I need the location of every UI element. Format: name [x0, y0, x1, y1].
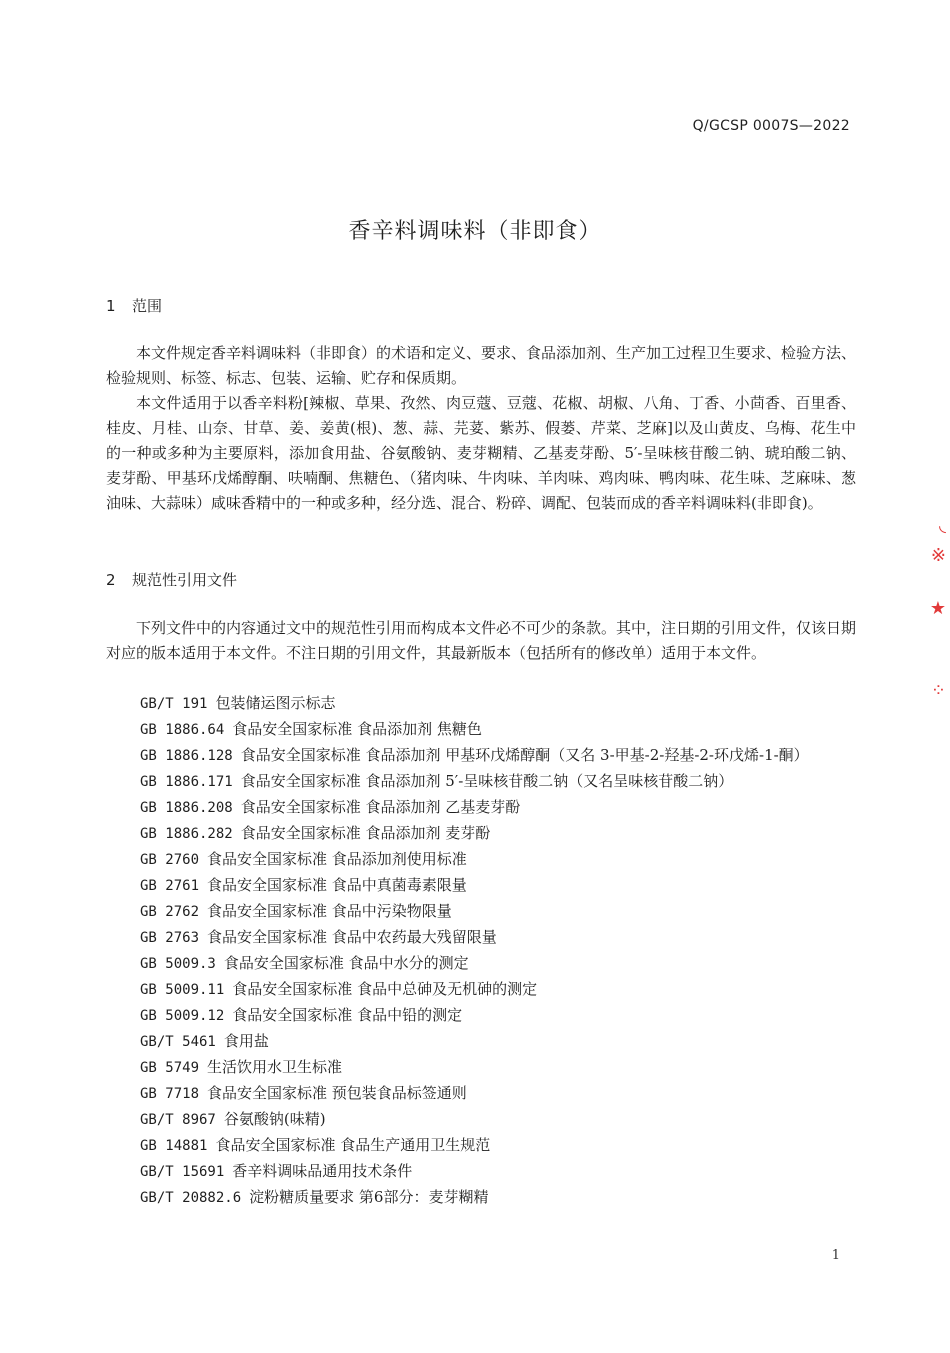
reference-item: GB 2763 食品安全国家标准 食品中农药最大残留限量 [140, 928, 497, 946]
section-number: 2 [106, 571, 116, 589]
document-code: Q/GCSP 0007S—2022 [692, 118, 850, 134]
reference-item: GB/T 8967 谷氨酸钠(味精) [140, 1110, 326, 1128]
scope-paragraph-2: 本文件适用于以香辛料粉[辣椒、草果、孜然、肉豆蔻、豆蔻、花椒、胡椒、八角、丁香、小茴香、百里香、桂皮、月桂、山奈、甘草、姜、姜黄(根)、葱、蒜、芫荽、紫苏、假蒌、芹菜、芝麻]以及山黄皮、乌梅、花生中的一种或多种为主要原料，添加食用盐、谷氨酸钠、麦芽糊精、乙基麦芽酚、5′-呈味核苷酸二钠、琥珀酸二钠、麦芽酚、甲基环戊烯醇酮、呋喃酮、焦糖色、（猪肉味、牛肉味、羊肉味、鸡肉味、鸭肉味、花生味、芝麻味、葱油味、大蒜味）咸味香精中的一种或多种，经分选、混合、粉碎、调配、包装而成的香辛料调味料(非即食)。 [106, 394, 856, 512]
reference-item: GB 7718 食品安全国家标准 预包装食品标签通则 [140, 1084, 467, 1102]
reference-item: GB 5009.11 食品安全国家标准 食品中总砷及无机砷的测定 [140, 980, 538, 998]
section-number: 1 [106, 297, 116, 315]
page-number: 1 [831, 1248, 840, 1263]
section-1-heading [106, 295, 162, 316]
reference-item: GB/T 15691 香辛料调味品通用技术条件 [140, 1162, 413, 1180]
stamp-fragment-icon: ★ [929, 598, 946, 619]
reference-item: GB 5009.12 食品安全国家标准 食品中铅的测定 [140, 1006, 463, 1024]
stamp-fragment-icon: ⁘ [930, 680, 946, 701]
normative-references-list [106, 691, 856, 1211]
scope-paragraph-1: 本文件规定香辛料调味料（非即食）的术语和定义、要求、食品添加剂、生产加工过程卫生要求、检验方法、检验规则、标签、标志、包装、运输、贮存和保质期。 [106, 344, 857, 387]
section-title: 规范性引用文件 [132, 571, 238, 589]
document-title: 香辛料调味料（非即食） [348, 219, 602, 244]
reference-item: GB 1886.64 食品安全国家标准 食品添加剂 焦糖色 [140, 720, 482, 738]
reference-item: GB/T 5461 食用盐 [140, 1032, 269, 1050]
reference-item: GB 5009.3 食品安全国家标准 食品中水分的测定 [140, 954, 469, 972]
reference-item: GB 5749 生活饮用水卫生标准 [140, 1058, 343, 1076]
reference-item: GB 1886.171 食品安全国家标准 食品添加剂 5′-呈味核苷酸二钠（又名呈味核苷酸二钠） [140, 772, 734, 790]
section-title: 范围 [132, 297, 163, 315]
reference-item: GB/T 20882.6 淀粉糖质量要求 第6部分：麦芽糊精 [140, 1188, 489, 1206]
reference-item: GB 2761 食品安全国家标准 食品中真菌毒素限量 [140, 876, 467, 894]
stamp-fragment-icon: ※ [930, 545, 946, 566]
reference-item: GB 2762 食品安全国家标准 食品中污染物限量 [140, 902, 452, 920]
stamp-fragment-icon: ◟ [939, 515, 946, 536]
reference-item: GB 2760 食品安全国家标准 食品添加剂使用标准 [140, 850, 467, 868]
reference-item: GB 14881 食品安全国家标准 食品生产通用卫生规范 [140, 1136, 491, 1154]
section-2-heading [106, 569, 237, 590]
reference-item: GB/T 191 包装储运图示标志 [140, 694, 336, 712]
reference-item: GB 1886.282 食品安全国家标准 食品添加剂 麦芽酚 [140, 824, 491, 842]
references-intro-paragraph: 下列文件中的内容通过文中的规范性引用而构成本文件必不可少的条款。其中，注日期的引用文件，仅该日期对应的版本适用于本文件。不注日期的引用文件，其最新版本（包括所有的修改单）适用于本文件。 [106, 619, 857, 662]
reference-item: GB 1886.208 食品安全国家标准 食品添加剂 乙基麦芽酚 [140, 798, 521, 816]
reference-item: GB 1886.128 食品安全国家标准 食品添加剂 甲基环戊烯醇酮（又名 3-甲基-2-羟基-2-环戊烯-1-酮） [140, 746, 809, 764]
